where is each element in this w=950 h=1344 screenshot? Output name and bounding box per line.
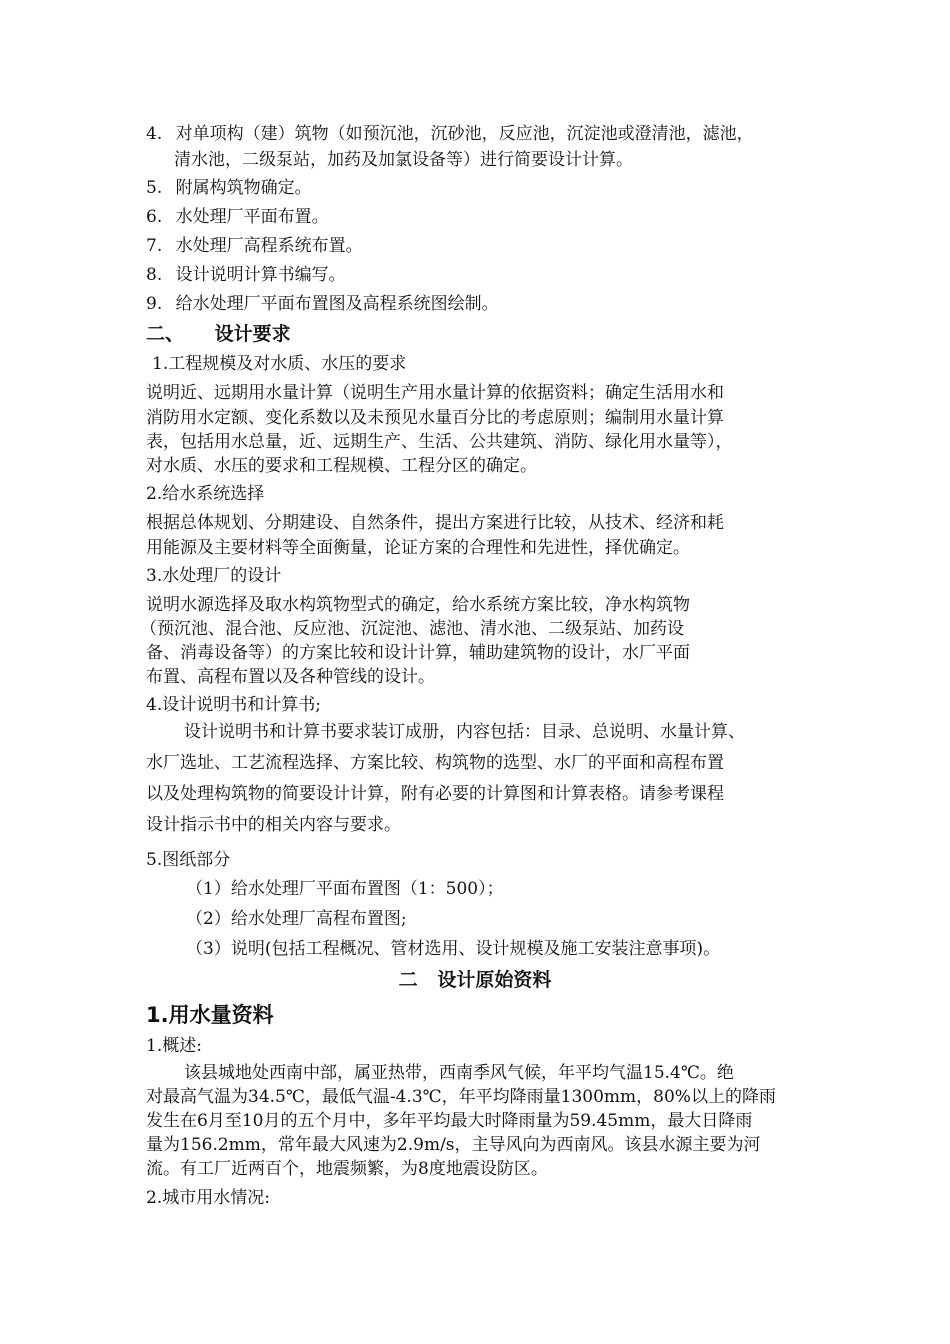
- paragraph-line: 设计说明书和计算书要求装订成册，内容包括：目录、总说明、水量计算、: [184, 722, 745, 742]
- paragraph-line: 发生在6月至10月的五个月中，多年平均最大时降雨量为59.45mm，最大日降雨: [146, 1111, 753, 1131]
- subsection-heading-5: 5.图纸部分: [146, 850, 231, 870]
- list-item-5: [146, 176, 950, 200]
- list-item-text: 给水处理厂平面布置图及高程系统图绘制。: [175, 294, 499, 314]
- list-item-number: 5.: [146, 178, 163, 198]
- paragraph-line: （预沉池、混合池、反应池、沉淀池、滤池、清水池、二级泵站、加药设: [140, 619, 684, 639]
- paragraph-line: 消防用水定额、变化系数以及未预见水量百分比的考虑原则；编制用水量计算: [146, 408, 724, 428]
- list-item-text: 水处理厂平面布置。: [175, 207, 329, 227]
- paragraph-line: 量为156.2mm，常年最大风速为2.9m/s，主导风向为西南风。该县水源主要为河: [146, 1135, 761, 1155]
- paragraph-line: 对最高气温为34.5℃，最低气温-4.3℃，年平均降雨量1300mm，80%以上的降雨: [146, 1087, 776, 1107]
- list-item-number: 6.: [146, 207, 163, 227]
- paragraph-line: 根据总体规划、分期建设、自然条件，提出方案进行比较，从技术、经济和耗: [146, 513, 724, 533]
- list-item-number: 8.: [146, 265, 163, 285]
- paragraph-line: 布置、高程布置以及各种管线的设计。: [146, 667, 435, 687]
- list-item-text: 附属构筑物确定。: [175, 178, 312, 198]
- water-use-heading: 2.城市用水情况:: [146, 1188, 270, 1208]
- subsection-heading-3: 3.水处理厂的设计: [146, 566, 282, 586]
- drawing-list-item: （1）给水处理厂平面布置图（1：500）；: [186, 879, 504, 899]
- paragraph-line: 水厂选址、工艺流程选择、方案比较、构筑物的选型、水厂的平面和高程布置: [146, 753, 724, 773]
- chapter-title: 二 设计原始资料: [398, 969, 552, 991]
- section-title: 设计要求: [214, 323, 291, 345]
- drawing-list-item: （3）说明(包括工程概况、管材选用、设计规模及施工安装注意事项)。: [186, 939, 721, 959]
- section-number: 二、: [146, 323, 185, 345]
- list-item-text: 对单项构（建）筑物（如预沉池，沉砂池，反应池，沉淀池或澄清池，滤池，: [175, 124, 754, 144]
- paragraph-line: 该县城地处西南中部，属亚热带，西南季风气候，年平均气温15.4℃。绝: [184, 1063, 734, 1083]
- subsection-title-water-use: 1.用水量资料: [146, 1003, 274, 1027]
- subsection-heading-4: 4.设计说明书和计算书;: [146, 695, 321, 715]
- paragraph-line: 用能源及主要材料等全面衡量，论证方案的合理性和先进性，择优确定。: [146, 538, 690, 558]
- list-item-number: 7.: [146, 236, 163, 256]
- list-item-number: 4.: [146, 124, 163, 144]
- paragraph-line: 流。有工厂近两百个，地震频繁，为8度地震设防区。: [146, 1159, 548, 1179]
- paragraph-line: 说明水源选择及取水构筑物型式的确定，给水系统方案比较，净水构筑物: [146, 595, 690, 615]
- paragraph-line: 说明近、远期用水量计算（说明生产用水量计算的依据资料；确定生活用水和: [146, 383, 724, 403]
- paragraph-line: 设计指示书中的相关内容与要求。: [146, 815, 401, 835]
- subsection-heading-2: 2.给水系统选择: [146, 484, 265, 504]
- list-item-text: 设计说明计算书编写。: [175, 265, 346, 285]
- list-item-4-continuation: 清水池，二级泵站，加药及加氯设备等）进行简要设计计算。: [174, 150, 633, 170]
- list-item-number: 9.: [146, 294, 163, 314]
- paragraph-line: 对水质、水压的要求和工程规模、工程分区的确定。: [146, 456, 537, 476]
- list-item-9: [146, 292, 950, 316]
- paragraph-line: 表，包括用水总量，近、远期生产、生活、公共建筑、消防、绿化用水量等），: [146, 432, 733, 452]
- subsection-heading-1: 1.工程规模及对水质、水压的要求: [152, 354, 407, 374]
- list-item-4: [146, 122, 950, 146]
- list-item-7: [146, 234, 950, 258]
- paragraph-line: 以及处理构筑物的简要设计计算，附有必要的计算图和计算表格。请参考课程: [146, 784, 724, 804]
- list-item-text: 水处理厂高程系统布置。: [175, 236, 363, 256]
- section-heading-requirements: [146, 320, 950, 348]
- overview-heading: 1.概述:: [146, 1036, 202, 1056]
- list-item-6: [146, 205, 950, 229]
- list-item-8: [146, 263, 950, 287]
- paragraph-line: 备、消毒设备等）的方案比较和设计计算，辅助建筑物的设计，水厂平面: [146, 643, 690, 663]
- drawing-list-item: （2）给水处理厂高程布置图;: [186, 909, 407, 929]
